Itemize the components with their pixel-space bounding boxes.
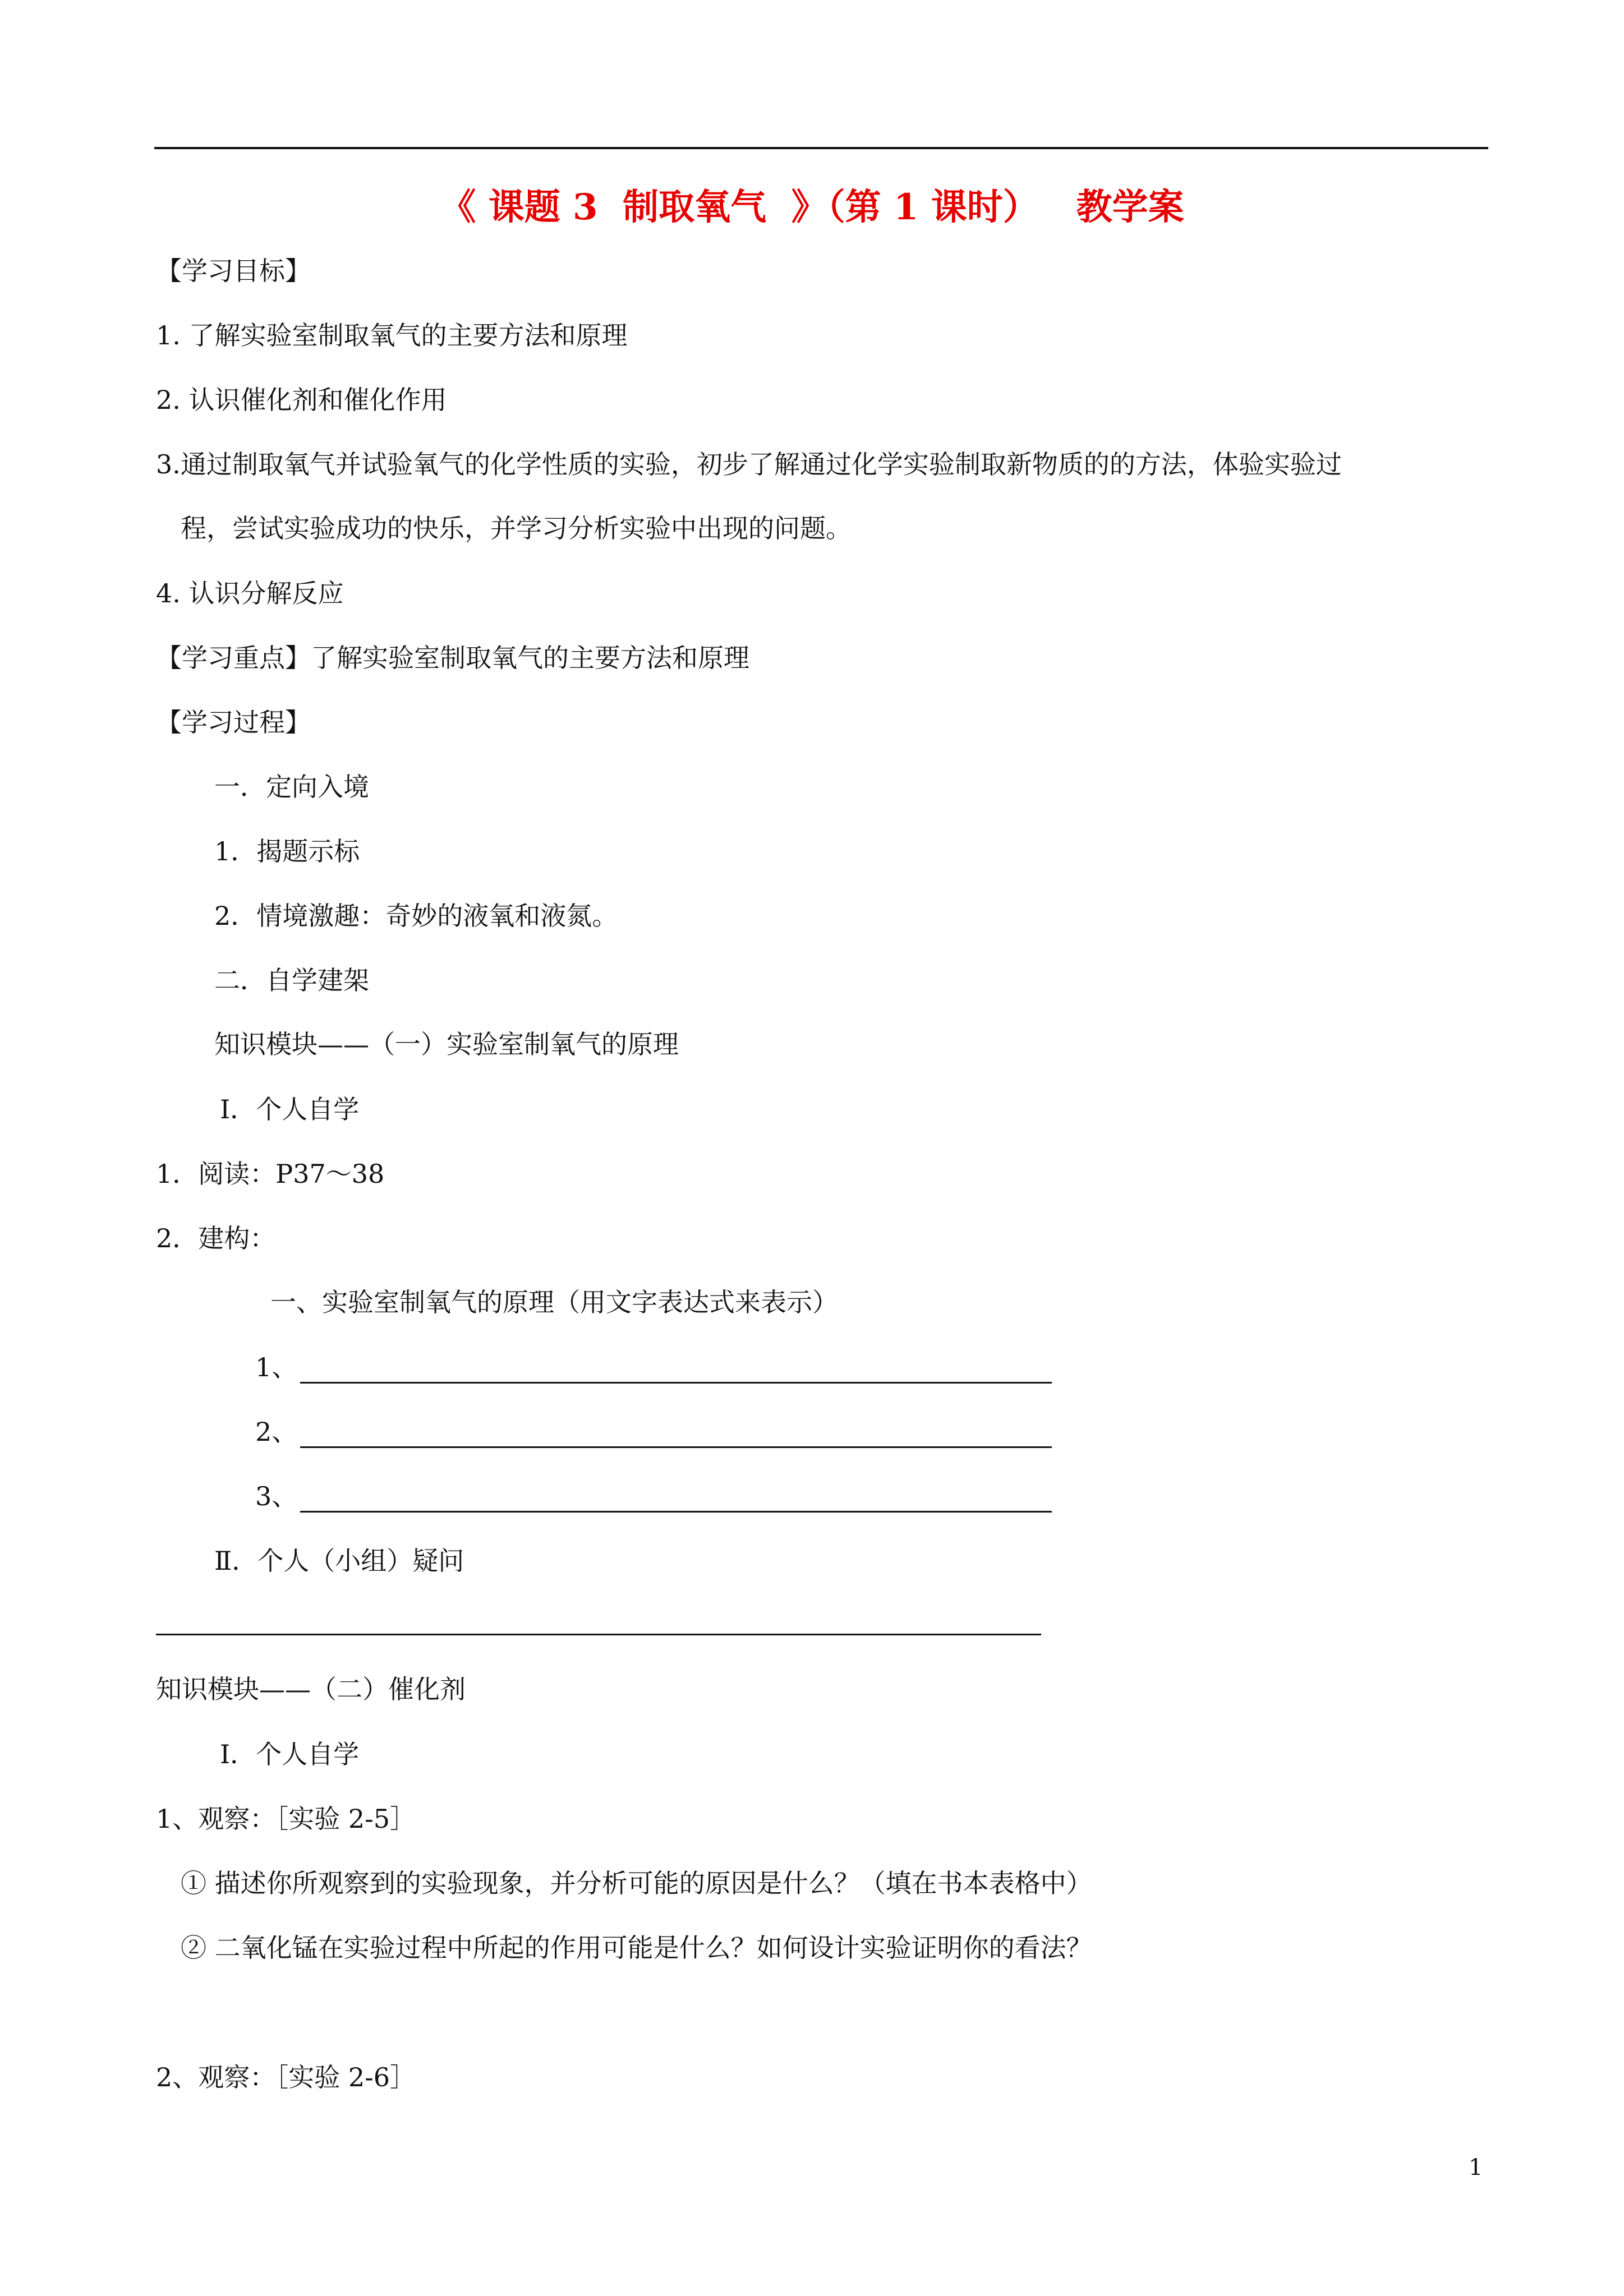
blank-line-3[interactable] <box>255 1481 297 1512</box>
goal-item-4: 4. 认识分解反应 <box>156 578 344 608</box>
module1-principle: 一、实验室制氧气的原理（用文字表达式来表示） <box>270 1287 838 1317</box>
module1-questions: Ⅱ．个人（小组）疑问 <box>214 1546 464 1576</box>
goal-item-2: 2. 认识催化剂和催化作用 <box>156 385 447 415</box>
blank-line-2[interactable] <box>255 1416 297 1447</box>
goal-item-1: 1. 了解实验室制取氧气的主要方法和原理 <box>156 320 628 351</box>
module1-title: 知识模块——（一）实验室制氧气的原理 <box>214 1029 679 1059</box>
key-point: 【学习重点】了解实验室制取氧气的主要方法和原理 <box>156 643 749 673</box>
process-heading: 【学习过程】 <box>156 707 311 737</box>
module2-question-1: ① 描述你所观察到的实验现象，并分析可能的原因是什么？（填在书本表格中） <box>181 1868 1092 1898</box>
blank-label-3: 3、 <box>255 1481 298 1511</box>
blank-underline-1 <box>300 1382 1052 1384</box>
goal-item-3: 3.通过制取氧气并试验氧气的化学性质的实验，初步了解通过化学实验制取新物质的的方法，体验实验过 <box>156 449 1342 480</box>
module2-self-study: Ⅰ．个人自学 <box>220 1739 360 1769</box>
blank-line-1[interactable] <box>255 1352 297 1383</box>
module2-question-2: ② 二氧化锰在实验过程中所起的作用可能是什么？如何设计实验证明你的看法？ <box>181 1933 1092 1963</box>
part1-item-1: 1．揭题示标 <box>214 836 360 866</box>
goals-heading: 【学习目标】 <box>156 256 311 286</box>
part1-item-2: 2．情境激趣：奇妙的液氧和液氮。 <box>214 901 618 931</box>
module2-observe-2: 2、观察：［实验 2-6］ <box>156 2062 416 2092</box>
module2-observe-1: 1、观察：［实验 2-5］ <box>156 1804 416 1834</box>
goal-item-3-cont: 程，尝试实验成功的快乐，并学习分析实验中出现的问题。 <box>181 513 852 543</box>
module2-title: 知识模块——（二）催化剂 <box>156 1674 466 1704</box>
page-title: 《 课题 3 制取氧气 》（第 1 课时） 教学案 <box>440 186 1184 228</box>
header-rule <box>154 147 1488 149</box>
part1-heading: 一．定向入境 <box>214 772 369 802</box>
module1-construct: 2．建构： <box>156 1223 276 1253</box>
blank-underline-2 <box>300 1446 1052 1448</box>
question-answer-line[interactable] <box>156 1634 1041 1635</box>
page-number: 1 <box>1469 2155 1483 2180</box>
module1-self-study: Ⅰ．个人自学 <box>220 1094 360 1124</box>
part2-heading: 二．自学建架 <box>214 965 369 995</box>
blank-underline-3 <box>300 1511 1052 1513</box>
blank-label-2: 2、 <box>255 1417 298 1447</box>
blank-label-1: 1、 <box>255 1352 298 1382</box>
module1-read: 1．阅读：P37～38 <box>156 1159 385 1189</box>
